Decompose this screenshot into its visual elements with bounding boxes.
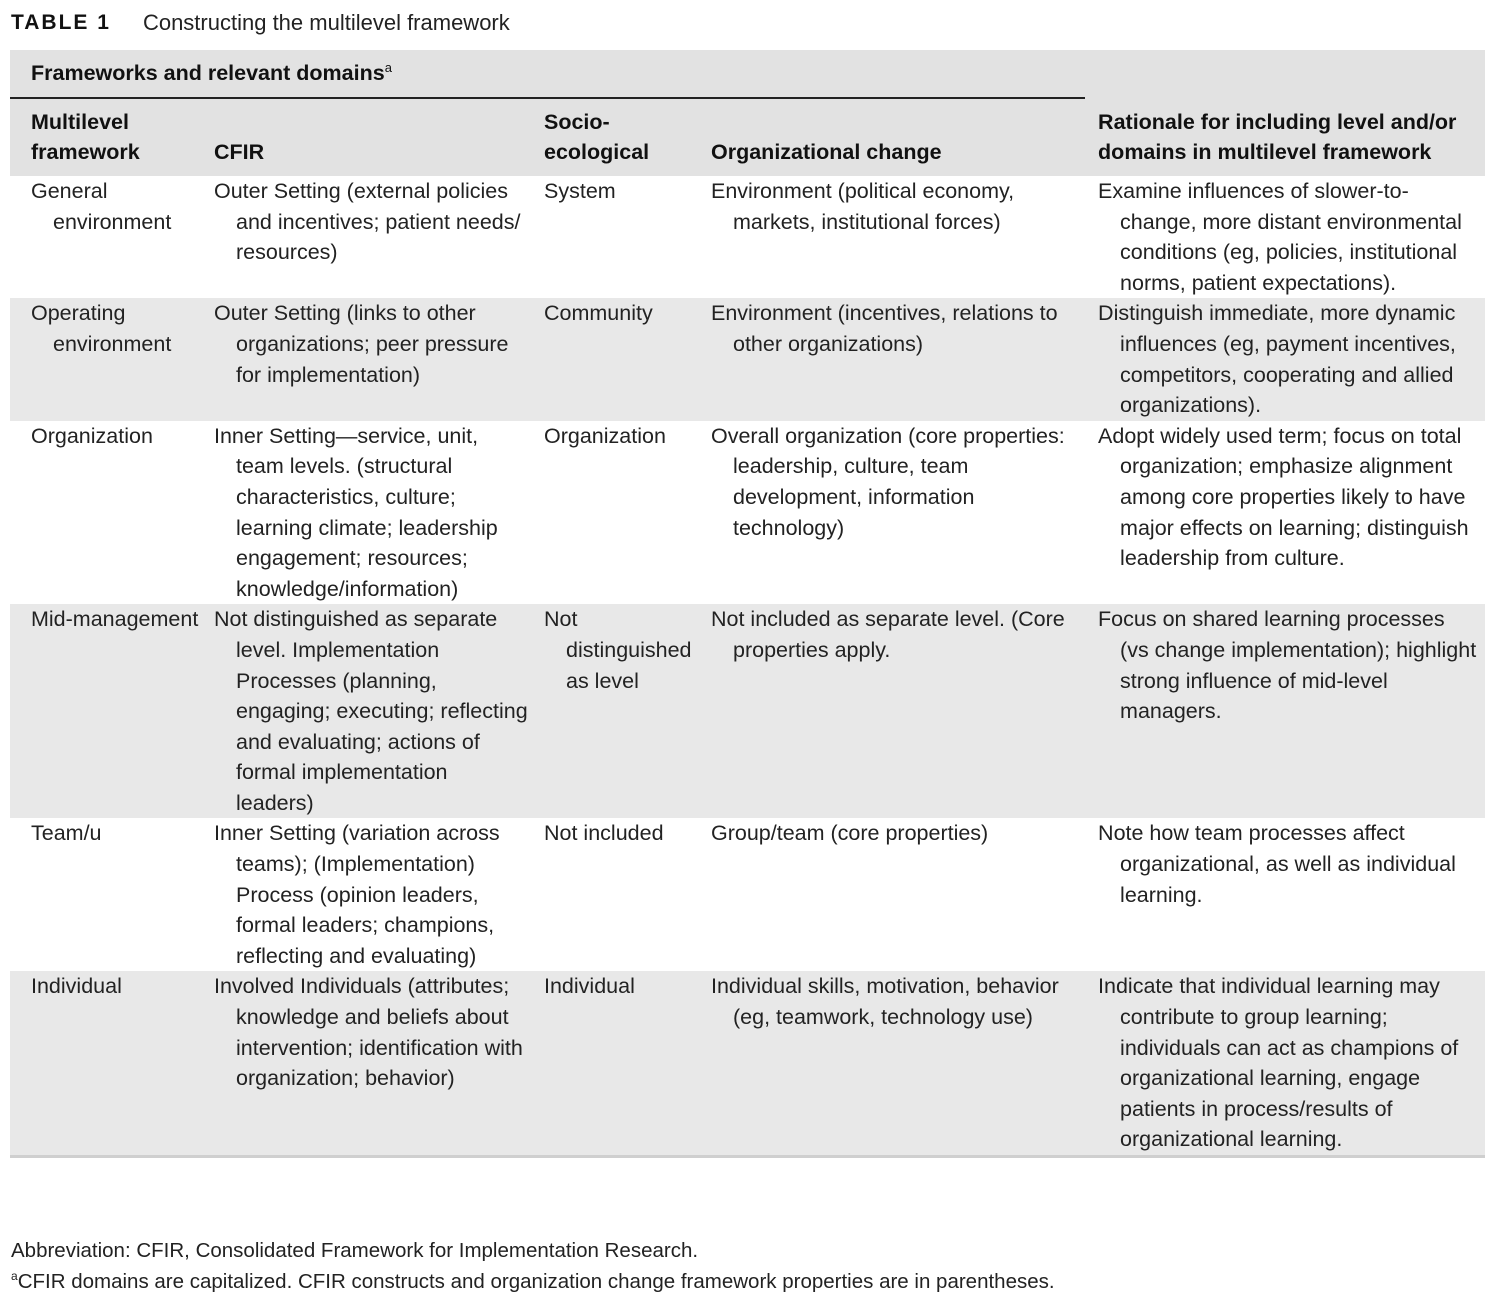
cell-cfir: Involved Individuals (attributes; knowledge and beliefs about intervention; identification with organization; behavior) (214, 974, 523, 1091)
col-header-rationale: Rationale for including level and/or domains in multilevel framework (1085, 50, 1485, 176)
cell-socio: Organization (544, 423, 666, 448)
footnote-marker: a (384, 59, 392, 75)
cell-rationale: Distinguish immediate, more dynamic influences (eg, payment incentives, competitors, cooperating and allied organizations). (1098, 301, 1456, 418)
table-row (10, 971, 1485, 1156)
cell-cfir: Not distinguished as separate level. Implementation Processes (planning, engaging; executing; reflecting and evaluating; actions of formal implementation leaders) (214, 607, 528, 815)
table-title: Constructing the multilevel framework (142, 10, 510, 35)
cell-org-change: Environment (incentives, relations to other organizations) (711, 301, 1058, 356)
footnote-a (11, 1266, 1055, 1297)
table-row (10, 421, 1485, 605)
cell-level: General environment (31, 179, 172, 234)
cell-socio: Individual (544, 974, 635, 999)
cell-cfir: Inner Setting (variation across teams); (Implementation) Process (opinion leaders, formal leaders; champions, reflecting and evaluating) (214, 821, 500, 968)
col-header-socio-ecological: Socio-ecological (531, 98, 698, 176)
table-row (10, 176, 1485, 298)
footnote-abbreviation: Abbreviation: CFIR, Consolidated Framework for Implementation Research. (11, 1239, 699, 1262)
cell-cfir: Outer Setting (external policies and incentives; patient needs/ resources) (214, 179, 521, 265)
frameworks-group-header: Frameworks and relevant domains$^a$ (10, 50, 1085, 98)
footnote-a-marker: a (11, 1269, 18, 1284)
cell-level: Team/u (31, 821, 102, 846)
cell-socio: Community (544, 301, 653, 326)
cell-level: Mid-management (31, 607, 199, 632)
cell-level: Organization (31, 423, 153, 448)
cell-rationale: Adopt widely used term; focus on total organization; emphasize alignment among core properties likely to have major effects on learning; distinguish leadership from culture. (1098, 423, 1469, 571)
cell-rationale: Examine influences of slower-to-change, more distant environmental conditions (eg, policies, institutional norms, patient expectations). (1098, 179, 1462, 295)
cell-socio: System (544, 179, 616, 203)
cell-org-change: Individual skills, motivation, behavior (eg, teamwork, technology use) (711, 974, 1059, 1030)
cell-cfir: Inner Setting—service, unit, team levels. (structural characteristics, culture; learning climate; leadership engagement; resources; knowledge/information) (214, 423, 498, 601)
table-caption (11, 6, 510, 40)
cell-rationale: Indicate that individual learning may contribute to group learning; individuals can act as champions of organizational learning, engage patients in process/results of organizational learning. (1098, 974, 1459, 1152)
cell-level: Individual (31, 974, 122, 999)
cell-org-change: Environment (political economy, markets, institutional forces) (711, 179, 1015, 234)
col-header-organizational-change: Organizational change (698, 98, 1085, 176)
cell-org-change: Group/team (core properties) (711, 821, 989, 846)
table-label: TABLE 1 (11, 11, 111, 34)
cell-org-change: Not included as separate level. (Core properties apply. (711, 607, 1065, 662)
table-row (10, 604, 1485, 818)
table-row (10, 298, 1485, 420)
table-footnotes (11, 1235, 1055, 1297)
footnote-a-text: CFIR domains are capitalized. CFIR constructs and organization change framework properties are in parentheses. (17, 1270, 1055, 1293)
cell-org-change: Overall organization (core properties: leadership, culture, team development, information technology) (711, 423, 1065, 540)
cell-cfir: Outer Setting (links to other organizations; peer pressure for implementation) (214, 301, 509, 387)
cell-socio: Not distinguished as level (544, 607, 692, 693)
table-row (10, 818, 1485, 971)
cell-level: Operating environment (31, 301, 172, 356)
col-header-multilevel: Multilevel framework (10, 98, 201, 176)
cell-rationale: Note how team processes affect organizational, as well as individual learning. (1098, 821, 1456, 907)
multilevel-framework-table (10, 50, 1485, 1158)
cell-socio: Not included (544, 821, 664, 846)
cell-rationale: Focus on shared learning processes (vs change implementation); highlight strong influence of mid-level managers. (1098, 607, 1477, 724)
col-header-cfir: CFIR (201, 98, 531, 176)
